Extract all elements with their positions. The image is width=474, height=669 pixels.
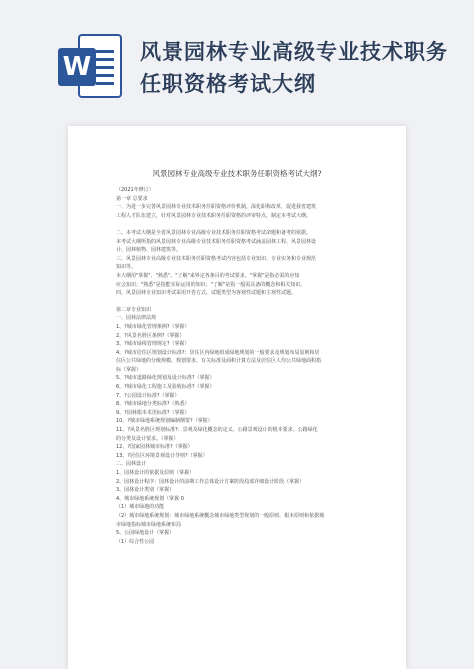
document-line: 应会知识；"熟悉"是指能实际运用的知识；"了解"是指一般需具备的概念和相关知识。 bbox=[116, 281, 306, 288]
chapter-one bbox=[116, 186, 366, 298]
document-line: （2）城市绿地系统规划：城市绿地系统概念城市绿地类型规划的一般原则、根本原则和依据城 bbox=[116, 512, 325, 519]
document-line: 8、?城市绿地分类标准?（熟悉） bbox=[116, 401, 190, 408]
header bbox=[0, 0, 474, 120]
chapter-two bbox=[116, 306, 366, 547]
document-line: 的分类及设计要求。（掌握） bbox=[116, 435, 179, 442]
document-line: 三、风景园林专业高级专业技术职务任职资格考试内容包括专业知识、专业实务和专业规范 bbox=[116, 255, 317, 262]
document-line: 5、公园绿地设计（掌握） bbox=[116, 530, 175, 537]
document-line: 市绿地指标城市绿地系统布局 bbox=[116, 521, 182, 528]
document-line: 知识等。 bbox=[116, 264, 137, 271]
word-document-icon bbox=[58, 34, 124, 104]
document-line bbox=[116, 220, 366, 229]
document-line: 2、?风景名胜区条例?（掌握） bbox=[116, 332, 185, 339]
document-line: 第一章 总要求 bbox=[116, 195, 148, 202]
document-line: （1）城市绿地的功能 bbox=[116, 504, 165, 511]
document-line: 一、园林法律法规 bbox=[116, 315, 157, 322]
document-line: 住区公共绿地的分级规模、规划要求、有关标准及面积计算方法及居住区人均公共绿地面积指 bbox=[116, 358, 322, 365]
word-letter-icon: W bbox=[58, 48, 96, 86]
document-line: 工程人才队伍建立，针对风景园林专业技术职务任职资格的评审特点，制定本考试大纲。 bbox=[116, 212, 312, 219]
document-line: 12、?国家园林城市标准?（掌握） bbox=[116, 444, 193, 451]
document-line: 四、风景园林专业知识考试采用开卷方式，试题类型为客观性试题和主观性试题。 bbox=[116, 290, 297, 297]
document-line: 10、?城市绿地系统规划编制纲要?（掌握） bbox=[116, 418, 213, 425]
document-line: 第二章专业知识 bbox=[116, 306, 152, 313]
document-line: 5、?城市道路绿化规划及设计标准?（掌握） bbox=[116, 375, 215, 382]
document-line: 本大纲用"掌握"、"熟悉"、"了解"来界定各条目的考试要求。"掌握"是指必需的应知 bbox=[116, 272, 300, 279]
document-line: 4、?城市居住区规划设计标准?：居住区内绿地组成绿地规划的一般要求及规划布局原则和居 bbox=[116, 349, 320, 356]
document-body bbox=[116, 186, 366, 546]
document-line: 3、?城市绿线管理规定?（掌握） bbox=[116, 341, 190, 348]
document-line: 11、?风景名胜区规划标准?：景观及绿化概念的定义、公路景观设计的根本要求、公路绿化 bbox=[116, 427, 318, 434]
document-line: 6、?城市绿化工程施工及验收标准?（掌握） bbox=[116, 384, 215, 391]
document-line: 二、园林设计 bbox=[116, 461, 147, 468]
document-page bbox=[68, 126, 406, 669]
document-line: （1）综合性公园 bbox=[116, 538, 155, 545]
document-line: 7、?公园设计标准?（掌握） bbox=[116, 392, 180, 399]
document-line: 一、为进一步完善风景园林专业技术职务任职资格评价机制，深化职称改革，促进我省建筑 bbox=[116, 204, 317, 211]
document-line: 1、园林设计的依据及原则（掌握） bbox=[116, 470, 195, 476]
document-title: 风景园林专业高级专业技术职务任职资格考试大纲? bbox=[152, 169, 322, 178]
document-line: 标（掌握） bbox=[116, 366, 142, 373]
document-line: （2021年修订） bbox=[116, 187, 154, 193]
document-line: 2、园林设计程序：园林设计的前期工作总体设计方案阶段局部详细设计阶段（掌握） bbox=[116, 478, 305, 485]
document-line: 计、园林植物、园林建筑等。 bbox=[116, 247, 182, 254]
document-line: 二、本考试大纲是全省风景园林专业高级专业技术职务任职资格考试命题和备考的依据。 bbox=[116, 229, 312, 236]
document-line: 3、园林设计类别（掌握） bbox=[116, 487, 175, 494]
document-line: 9、?园林根本术语标准?（掌握） bbox=[116, 409, 190, 416]
document-line: 4、城市绿地系统规划（掌握 0 bbox=[116, 495, 184, 502]
document-line: 13、?居住区环境景观设计导则?（掌握） bbox=[116, 452, 208, 459]
document-line: 1、?城市绿化管理条例?（掌握） bbox=[116, 323, 190, 330]
page-title: 风景园林专业高级专业技术职务任职资格考试大纲 bbox=[140, 40, 448, 96]
document-line: 本考试大纲所指的风景园林专业高级专业技术职务任职资格考试涵盖园林工程、风景园林设 bbox=[116, 238, 317, 245]
